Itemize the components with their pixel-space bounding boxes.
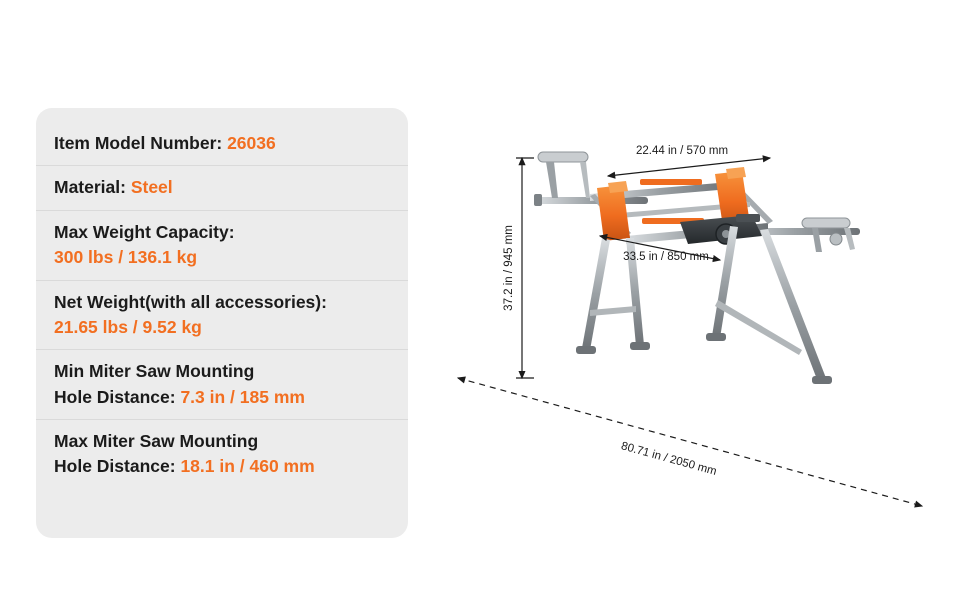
spec-row-max-hole-distance: [36, 420, 408, 489]
spec-line: [54, 131, 390, 156]
spec-label: Material:: [54, 177, 131, 198]
spec-label: Net Weight(with all accessories):: [54, 291, 327, 312]
spec-value: 7.3 in / 185 mm: [180, 386, 305, 407]
spec-label: Item Model Number:: [54, 133, 228, 153]
dimension-width-top: [608, 145, 770, 176]
product-dimension-illustration: [430, 110, 950, 540]
miter-saw-stand-drawing: [534, 152, 860, 384]
spec-row-min-hole-distance: [36, 350, 408, 420]
dimension-label-height: 37.2 in / 945 mm: [503, 225, 515, 311]
spec-label-cont: Hole Distance:: [54, 456, 181, 477]
dimension-height: [503, 158, 534, 378]
spec-row-max-weight-capacity: [36, 211, 408, 281]
spec-value: Steel: [130, 177, 173, 198]
spec-row-model: [36, 122, 408, 166]
spec-label: Max Miter Saw Mounting: [54, 431, 259, 451]
dimension-label-length-extended: 80.71 in / 2050 mm: [619, 440, 718, 478]
spec-line: [54, 385, 390, 410]
spec-value: 21.65 lbs / 9.52 kg: [54, 316, 202, 337]
spec-row-material: [36, 166, 408, 210]
spec-label: Max Weight Capacity:: [54, 221, 235, 242]
spec-value: 18.1 in / 460 mm: [180, 456, 315, 477]
stand-legs: [576, 226, 832, 384]
spec-value: 26036: [227, 133, 276, 153]
spec-line: [54, 175, 390, 200]
spec-line: [54, 454, 390, 479]
spec-value: 300 lbs / 136.1 kg: [54, 247, 198, 268]
dimension-label-width-top: 22.44 in / 570 mm: [635, 145, 729, 157]
dimension-length-extended: [458, 378, 922, 506]
specifications-panel: [36, 108, 408, 538]
spec-label-cont: Hole Distance:: [54, 386, 181, 407]
spec-row-net-weight: [36, 281, 408, 351]
dimension-label-depth: 33.5 in / 850 mm: [623, 251, 709, 263]
spec-label: Min Miter Saw Mounting: [54, 361, 255, 382]
